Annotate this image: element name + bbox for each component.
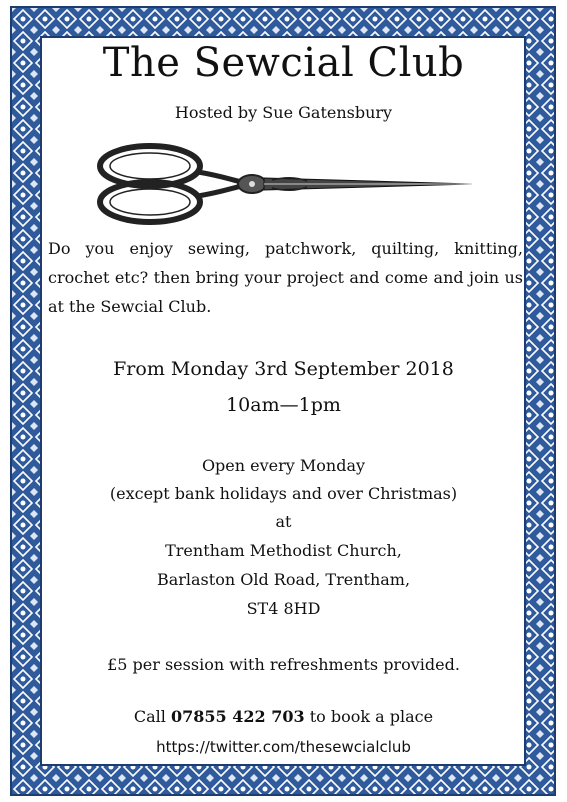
session-time: 10am—1pm: [226, 394, 341, 416]
call-line: [0, 707, 567, 726]
hosted-by: Hosted by Sue Gatensbury: [174, 103, 393, 122]
intro-paragraph: Do you enjoy sewing, patchwork, quilting, knitting, crochet etc? then bring your project and come and join us at the Sewcial Club.: [48, 239, 523, 316]
at-label: at: [275, 512, 292, 531]
twitter-link[interactable]: https://twitter.com/thesewcialclub: [156, 738, 411, 756]
call-prefix: Call: [133, 707, 171, 726]
scissors-icon: [92, 140, 477, 230]
start-date: From Monday 3rd September 2018: [113, 358, 454, 380]
open-every: Open every Monday: [201, 456, 366, 475]
postcode: ST4 8HD: [246, 599, 321, 618]
venue-line1: Trentham Methodist Church,: [165, 541, 402, 560]
phone-number[interactable]: 07855 422 703: [171, 707, 305, 726]
exceptions: (except bank holidays and over Christmas): [109, 484, 458, 503]
club-title: The Sewcial Club: [102, 40, 465, 86]
call-suffix: to book a place: [304, 707, 434, 726]
venue-line2: Barlaston Old Road, Trentham,: [156, 570, 411, 589]
price-info: £5 per session with refreshments provided.: [107, 655, 460, 674]
